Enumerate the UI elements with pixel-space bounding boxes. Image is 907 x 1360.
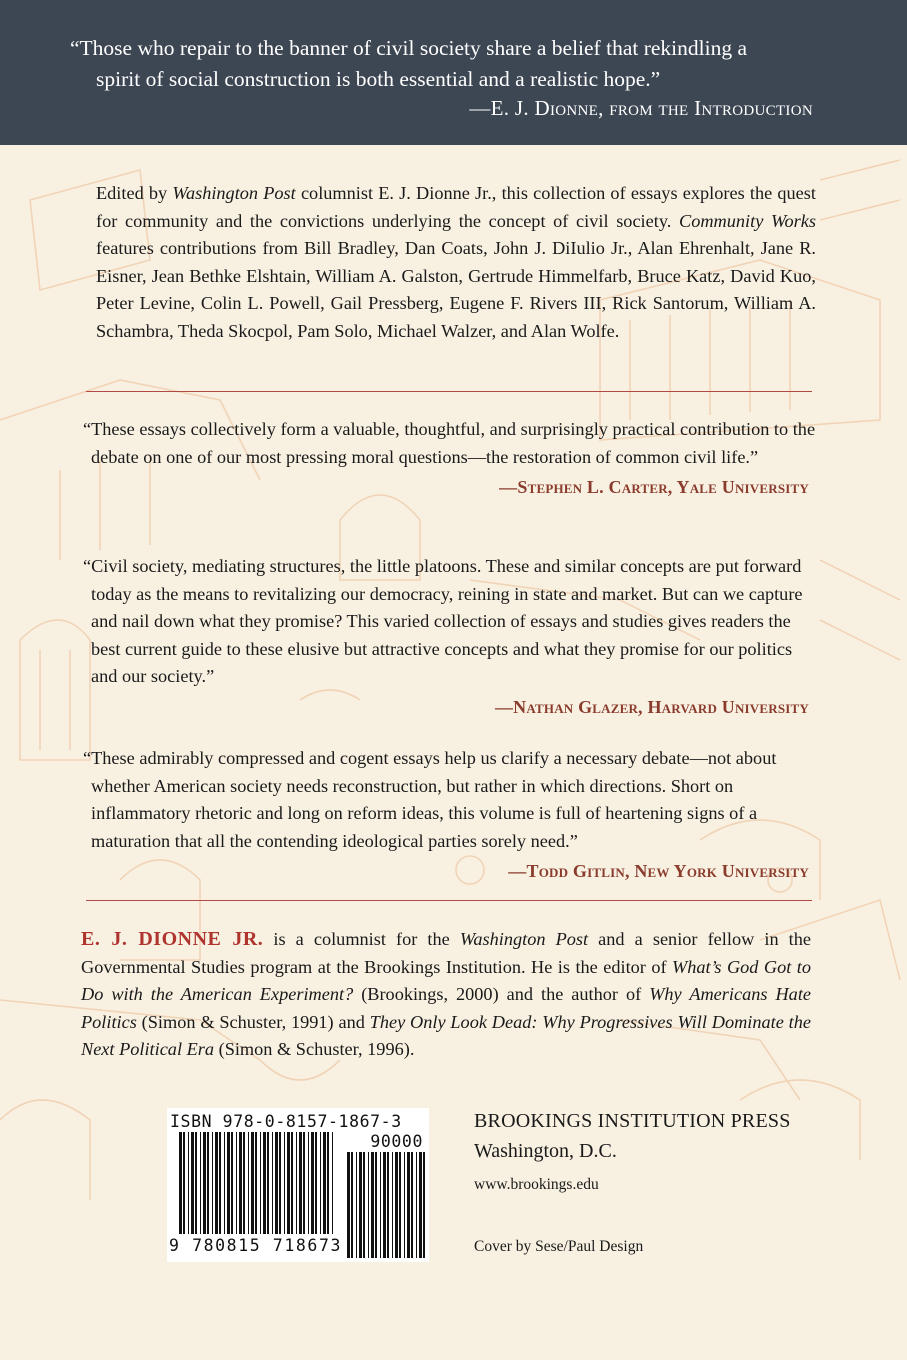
barcode-bar: [191, 1132, 194, 1234]
barcode-bar: [179, 1132, 182, 1234]
header-quote: [70, 33, 830, 95]
barcode-bar: [303, 1132, 305, 1234]
barcode-bar: [327, 1132, 329, 1234]
barcode-bar: [263, 1132, 266, 1234]
bio-text-1: is a columnist for the: [263, 929, 460, 949]
barcode-bar: [308, 1132, 309, 1234]
barcode-bar: [356, 1152, 357, 1258]
barcode-bar: [260, 1132, 261, 1234]
barcode-bar: [248, 1132, 249, 1234]
review-attribution: —Stephen L. Carter, Yale University: [499, 477, 809, 497]
barcode-bar: [207, 1132, 209, 1234]
barcode-bar: [411, 1152, 413, 1258]
barcode-bar: [404, 1152, 405, 1258]
blurb-text-3: features contributions from Bill Bradley, Dan Coats, John J. DiIulio Jr., Alan Ehrenhalt, Jane R. Eisner, Jean Bethke Elshtain, William A. Galston, Gertrude Himmelfarb, Bruce Katz, David Kuo, Peter Levine, Colin L. Powell, Gail Pressberg, Eugene F. Rivers III, Rick Santorum, William A. Schambra, Theda Skocpol, Pam Solo, Michael Walzer, and Alan Wolfe.: [96, 238, 816, 341]
barcode-bar: [347, 1152, 350, 1258]
barcode-bar: [203, 1132, 206, 1234]
barcode-bar: [236, 1132, 237, 1234]
barcode-bar: [407, 1152, 410, 1258]
barcode-bar: [195, 1132, 197, 1234]
barcode-bar: [363, 1152, 365, 1258]
barcode-bar: [323, 1132, 326, 1234]
ean-digits: 9 780815 718673: [169, 1236, 343, 1255]
header-quote-band: [0, 0, 907, 145]
barcode-bar: [272, 1132, 273, 1234]
barcode-bar: [387, 1152, 389, 1258]
barcode-bar: [380, 1152, 381, 1258]
barcode-bar: [359, 1152, 362, 1258]
barcode-bar: [296, 1132, 297, 1234]
barcode-bar: [383, 1152, 386, 1258]
barcode-bar: [239, 1132, 242, 1234]
barcode-bar: [284, 1132, 285, 1234]
barcode-bar: [351, 1152, 353, 1258]
barcode-bar: [275, 1132, 278, 1234]
bio-book-title-1: What’s God Got to Do with the American Experiment?: [81, 956, 811, 1004]
barcode-bar: [399, 1152, 401, 1258]
book-description: [96, 180, 816, 345]
bio-text-3: (Brookings, 2000) and the author of: [353, 984, 650, 1004]
barcode-bar: [219, 1132, 221, 1234]
barcode-bar: [419, 1152, 422, 1258]
price-addon-digits: 90000: [370, 1132, 423, 1151]
publisher-block: [474, 1108, 834, 1194]
blurb-text-2: columnist E. J. Dionne Jr., this collection of essays explores the quest for community and the convictions underlying the concept of civil society.: [96, 183, 816, 231]
isbn-number: ISBN 978-0-8157-1867-3: [170, 1112, 402, 1131]
publisher-name: BROOKINGS INSTITUTION PRESS: [474, 1110, 791, 1132]
barcode-bar: [227, 1132, 230, 1234]
author-name: E. J. DIONNE JR.: [81, 928, 264, 950]
isbn-barcode: [167, 1108, 429, 1262]
barcode-bar: [188, 1132, 189, 1234]
review-text: “These admirably compressed and cogent essays help us clarify a necessary debate—not about whether American society needs reconstruction, but rather in which directions. Short on inflammatory rhetoric and long on reform ideas, this volume is full of heartening signs of a maturation that all the contending ideological parties sorely need.”: [83, 748, 777, 851]
author-bio: [81, 926, 811, 1064]
review-quote: [83, 745, 823, 886]
barcode-bar: [423, 1152, 425, 1258]
barcode-bar: [287, 1132, 290, 1234]
publisher-city: Washington, D.C.: [474, 1140, 617, 1162]
bio-book-title-2: Why Americans Hate Politics: [81, 984, 812, 1032]
bio-book-title-3: They Only Look Dead: Why Progressives Will Dominate the Next Political Era: [81, 1011, 811, 1059]
barcode-bar: [200, 1132, 201, 1234]
bio-text-2: and a senior fellow in the Governmental Studies program at the Brookings Institution. He is the editor of: [81, 929, 811, 977]
barcode-bar: [311, 1132, 314, 1234]
barcode-bar: [243, 1132, 245, 1234]
review-text: “These essays collectively form a valuable, thoughtful, and surprisingly practical contribution to the debate on one of our most pressing moral questions—the restoration of common civil life.”: [83, 419, 816, 467]
barcode-bar: [291, 1132, 293, 1234]
barcode-bar: [368, 1152, 369, 1258]
review-attribution: —Nathan Glazer, Harvard University: [494, 696, 809, 717]
review-attribution: —Todd Gitlin, New York University: [508, 861, 809, 881]
bio-text-4: (Simon & Schuster, 1991) and: [136, 1011, 370, 1032]
barcode-bar: [215, 1132, 218, 1234]
barcode-bar: [332, 1132, 333, 1234]
header-quote-attribution: —E. J. Dionne, from the Introduction: [469, 96, 813, 120]
barcode-bar: [255, 1132, 257, 1234]
bio-publication-title: Washington Post: [459, 929, 589, 949]
divider-rule: [86, 391, 812, 392]
barcode-bar: [416, 1152, 417, 1258]
blurb-publication-title: Washington Post: [172, 183, 296, 203]
barcode-bar: [392, 1152, 393, 1258]
blurb-text-1: Edited by: [96, 183, 173, 203]
review-quote: [83, 416, 823, 502]
publisher-url: www.brookings.edu: [474, 1176, 599, 1193]
cover-design-credit: Cover by Sese/Paul Design: [474, 1238, 644, 1255]
divider-rule: [86, 900, 812, 901]
barcode-bar: [231, 1132, 233, 1234]
review-quote: [83, 553, 823, 721]
barcode-bar: [183, 1132, 185, 1234]
barcode-bar: [320, 1132, 321, 1234]
barcode-bar: [315, 1132, 317, 1234]
bio-text-5: (Simon & Schuster, 1996).: [214, 1039, 415, 1059]
barcode-bar: [212, 1132, 213, 1234]
barcode-bar: [299, 1132, 302, 1234]
blurb-book-title: Community Works: [679, 210, 816, 231]
barcode-bar: [395, 1152, 398, 1258]
review-text: “Civil society, mediating structures, the little platoons. These and similar concepts are put forward today as the means to revitalizing our democracy, reining in state and market. But can we capture and nail down what they promise? This varied collection of essays and studies gives readers the best current guide to these elusive but attractive concepts and what they promise for our politics and our society.”: [83, 556, 803, 686]
barcode-bar: [375, 1152, 377, 1258]
barcode-bar: [251, 1132, 254, 1234]
header-quote-line-2: spirit of social construction is both essential and a realistic hope.”: [96, 67, 661, 91]
barcode-bar: [279, 1132, 281, 1234]
barcode-bar: [371, 1152, 374, 1258]
header-quote-line-1: “Those who repair to the banner of civil society share a belief that rekindling a: [70, 36, 747, 60]
barcode-bar: [224, 1132, 225, 1234]
barcode-bar: [267, 1132, 269, 1234]
